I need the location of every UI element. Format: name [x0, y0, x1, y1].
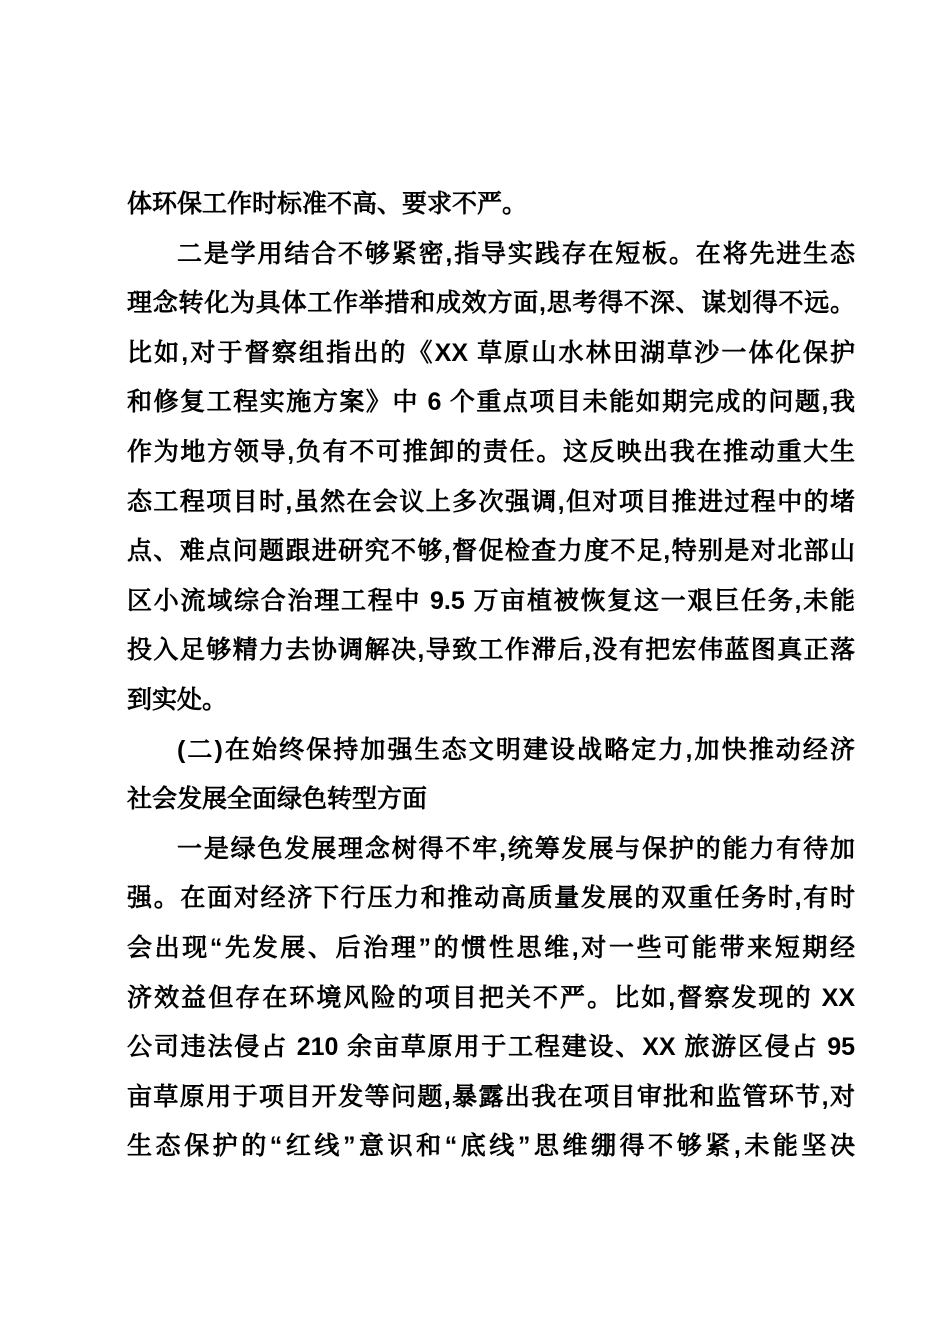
text-line: 公司违法侵占 210 余亩草原用于工程建设、XX 旅游区侵占 95	[127, 1033, 855, 1062]
text-line: 亩草原用于项目开发等问题,暴露出我在项目审批和监管环节,对	[127, 1082, 855, 1111]
text-line: 投入足够精力去协调解决,导致工作滞后,没有把宏伟蓝图真正落	[127, 636, 855, 665]
text-line: 社会发展全面绿色转型方面	[127, 785, 428, 814]
text-line: 体环保工作时标准不高、要求不严。	[127, 190, 528, 218]
text-line: 点、难点问题跟进研究不够,督促检查力度不足,特别是对北部山	[127, 537, 855, 566]
text-line: (二)在始终保持加强生态文明建设战略定力,加快推动经济	[177, 735, 855, 764]
text-line: 作为地方领导,负有不可推卸的责任。这反映出我在推动重大生	[127, 437, 855, 466]
document-text-block	[127, 180, 855, 1172]
text-line: 会出现“先发展、后治理”的惯性思维,对一些可能带来短期经	[127, 933, 855, 962]
text-line: 和修复工程实施方案》中 6 个重点项目未能如期完成的问题,我	[127, 388, 855, 417]
text-line: 一是绿色发展理念树得不牢,统筹发展与保护的能力有待加	[177, 834, 855, 863]
text-line: 济效益但存在环境风险的项目把关不严。比如,督察发现的 XX	[127, 983, 855, 1012]
text-line: 强。在面对经济下行压力和推动高质量发展的双重任务时,有时	[127, 884, 855, 913]
text-line: 区小流域综合治理工程中 9.5 万亩植被恢复这一艰巨任务,未能	[127, 586, 855, 615]
text-line: 态工程项目时,虽然在会议上多次强调,但对项目推进过程中的堵	[127, 487, 855, 516]
text-line: 生态保护的“红线”意识和“底线”思维绷得不够紧,未能坚决	[127, 1132, 855, 1161]
text-line: 二是学用结合不够紧密,指导实践存在短板。在将先进生态	[177, 239, 855, 268]
text-line: 比如,对于督察组指出的《XX 草原山水林田湖草沙一体化保护	[127, 338, 855, 367]
text-line: 到实处。	[127, 685, 228, 714]
text-line: 理念转化为具体工作举措和成效方面,思考得不深、谋划得不远。	[127, 289, 855, 318]
